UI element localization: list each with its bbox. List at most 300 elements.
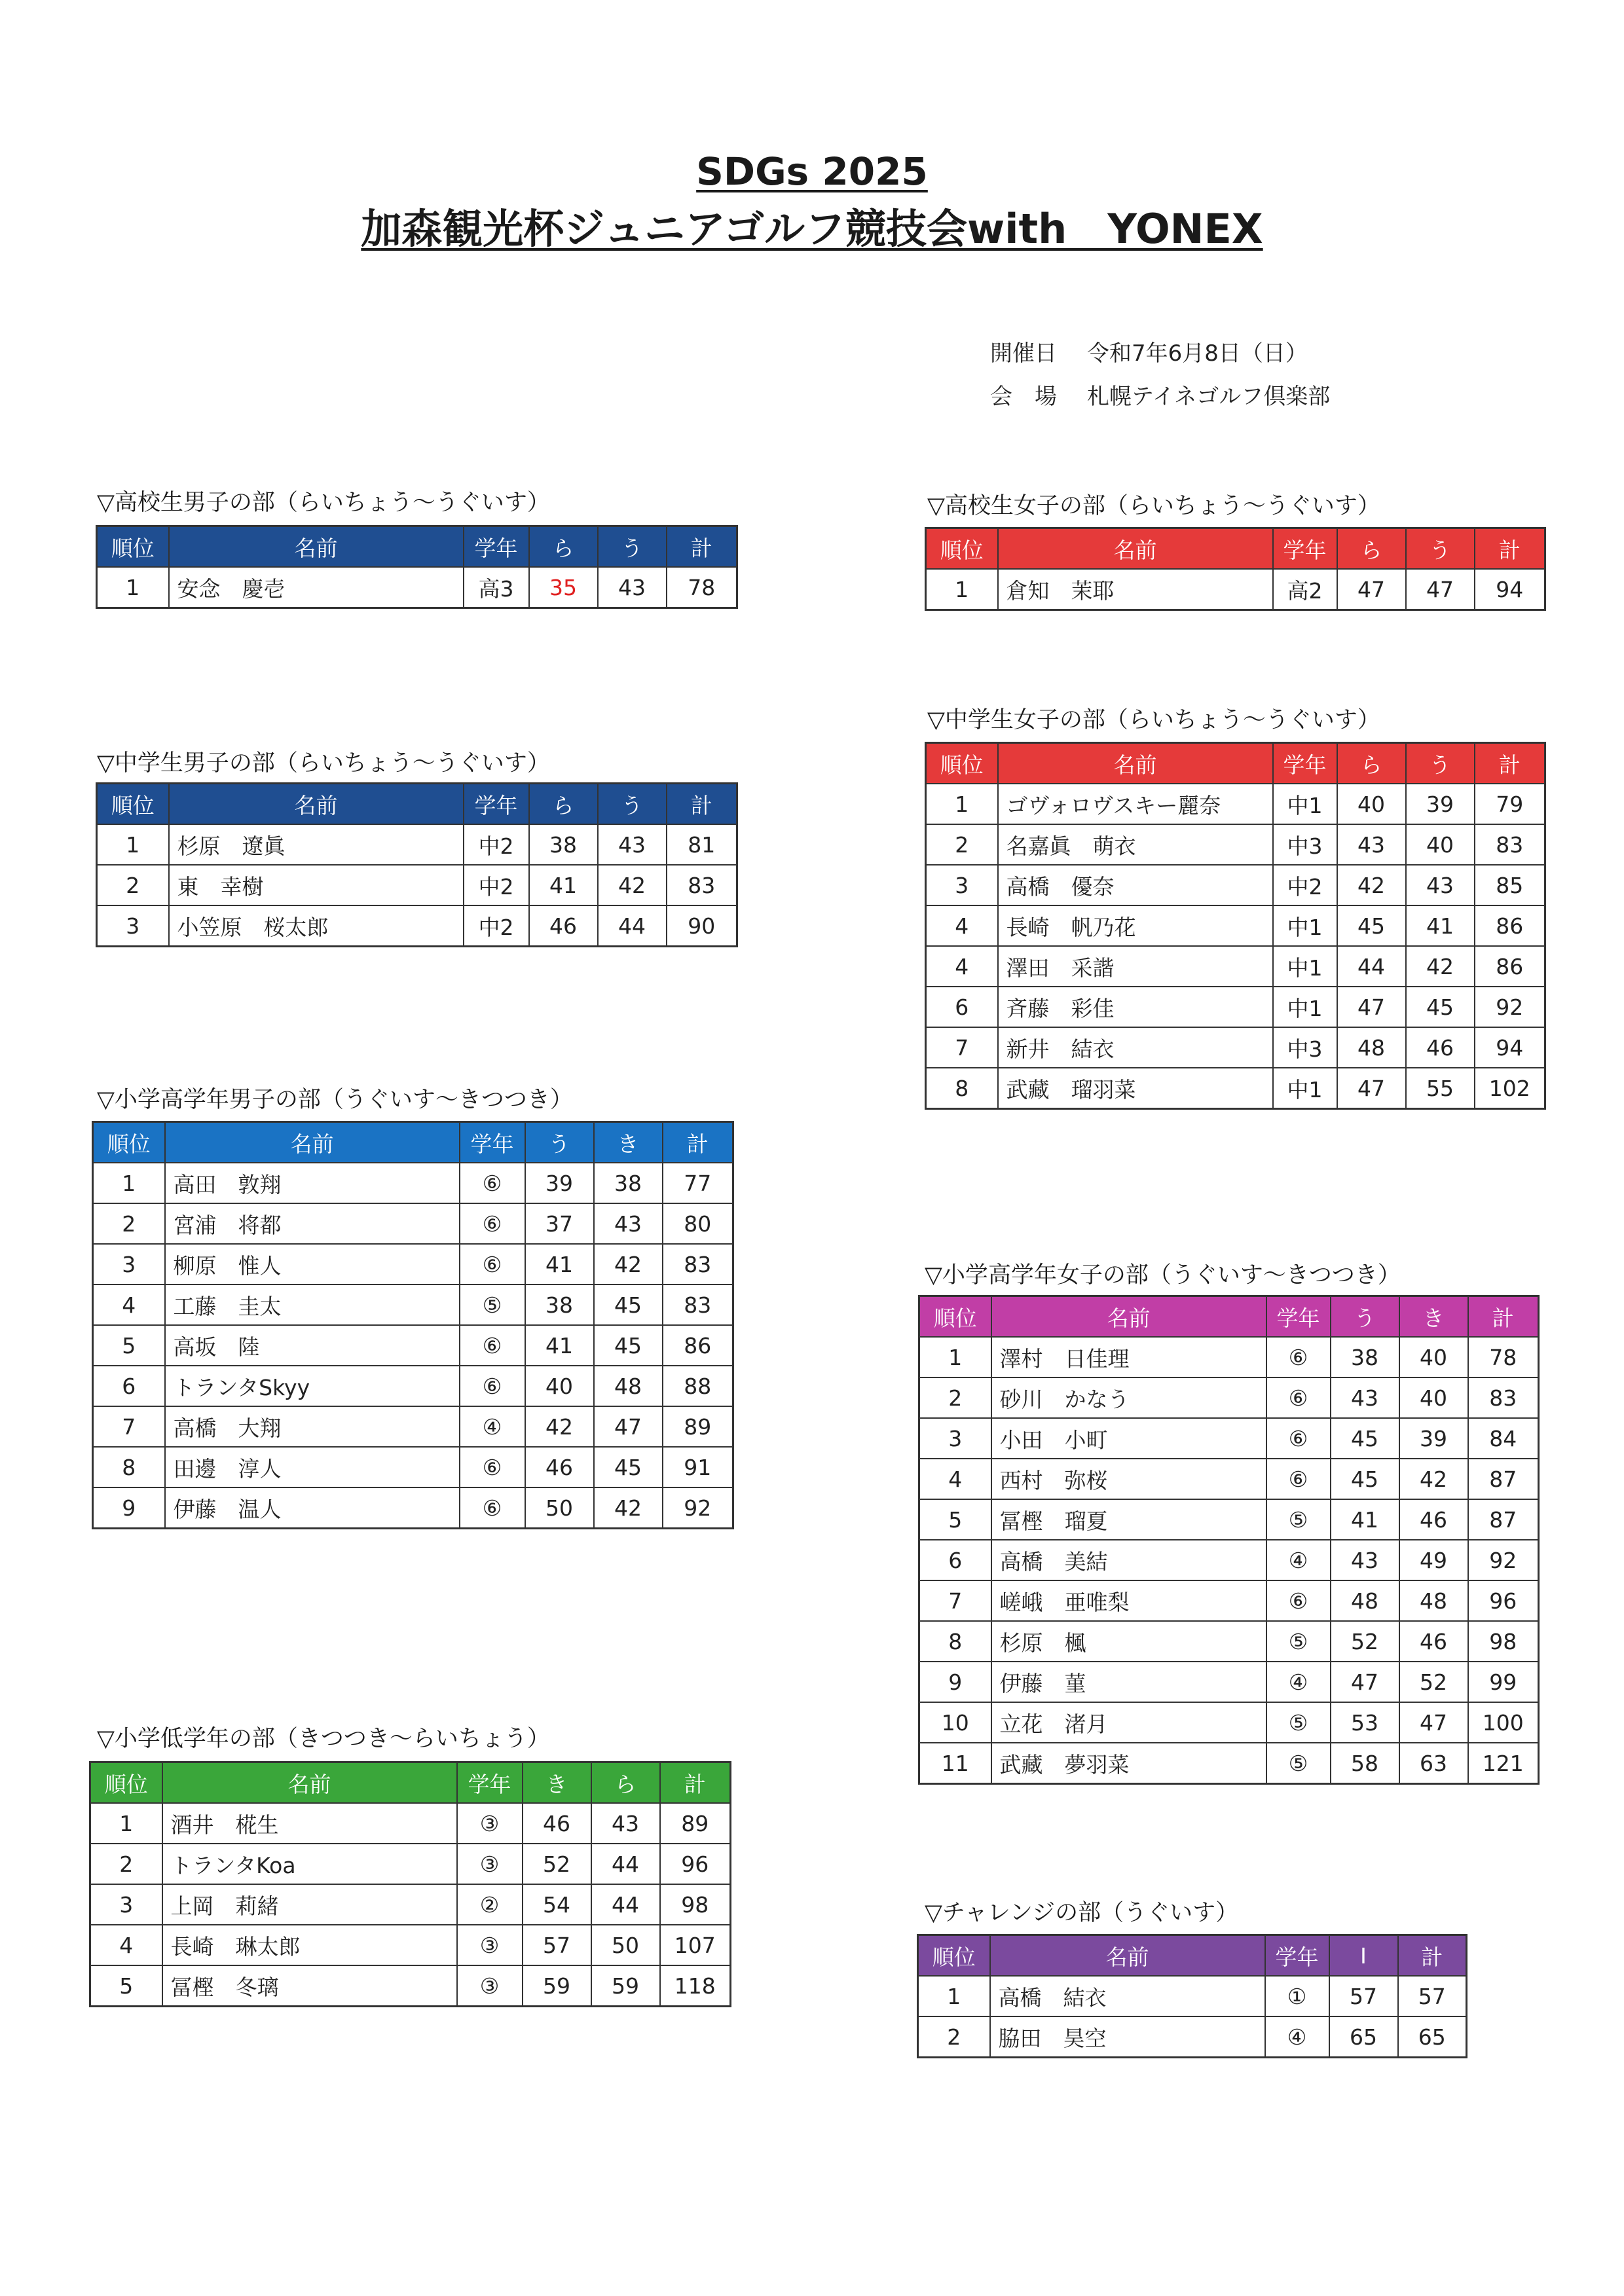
table-cell: 41 — [525, 1325, 594, 1366]
table-cell: 44 — [1337, 946, 1406, 987]
table-cell: 43 — [1331, 1540, 1399, 1580]
results-table-es-upper-boys — [92, 1121, 734, 1529]
column-header: 名前 — [169, 526, 464, 568]
table-row — [93, 1366, 733, 1406]
column-header: 順位 — [926, 528, 998, 570]
table-cell: 92 — [1475, 987, 1545, 1027]
player-name: 伊藤 菫 — [991, 1662, 1266, 1702]
table-cell: 52 — [1331, 1621, 1399, 1662]
player-name: 東 幸樹 — [169, 865, 464, 905]
table-cell: 59 — [591, 1965, 660, 2007]
table-cell: 57 — [1398, 1976, 1467, 2016]
table-cell: 4 — [926, 905, 998, 946]
table-row — [93, 1163, 733, 1203]
table-cell: 6 — [926, 987, 998, 1027]
table-cell: 高2 — [1273, 569, 1337, 610]
table-cell: 46 — [529, 905, 598, 947]
table-cell: 87 — [1468, 1459, 1539, 1499]
table-cell: 83 — [663, 1285, 733, 1325]
table-cell: 8 — [926, 1068, 998, 1109]
table-cell: 38 — [1331, 1337, 1399, 1377]
table-cell: 45 — [594, 1447, 663, 1487]
table-cell: 6 — [93, 1366, 165, 1406]
table-cell: ④ — [460, 1406, 525, 1447]
table-cell: 10 — [919, 1702, 991, 1743]
table-cell: 40 — [1406, 824, 1475, 865]
player-name: 倉知 茉耶 — [998, 569, 1273, 610]
table-cell: 42 — [594, 1244, 663, 1285]
table-cell: ⑤ — [1266, 1621, 1331, 1662]
table-cell: ⑤ — [1266, 1743, 1331, 1784]
table-cell: 57 — [1329, 1976, 1398, 2016]
table-cell: 39 — [525, 1163, 594, 1203]
table-cell: ③ — [457, 1844, 523, 1884]
column-header: 計 — [1468, 1296, 1539, 1338]
column-header: 名前 — [998, 743, 1273, 784]
column-header: 順位 — [919, 1296, 991, 1338]
table-cell: 38 — [594, 1163, 663, 1203]
table-cell: 47 — [1337, 1068, 1406, 1109]
table-cell: 37 — [525, 1203, 594, 1244]
player-name: 上岡 莉緒 — [162, 1884, 457, 1925]
table-cell: 9 — [919, 1662, 991, 1702]
table-cell: 41 — [1331, 1499, 1399, 1540]
table-cell: 1 — [926, 569, 998, 610]
table-row — [93, 1447, 733, 1487]
table-cell: 44 — [591, 1884, 660, 1925]
table-cell: 50 — [591, 1925, 660, 1965]
column-header: き — [594, 1122, 663, 1163]
table-row — [926, 905, 1545, 946]
table-cell: 42 — [1337, 865, 1406, 905]
table-cell: 4 — [919, 1459, 991, 1499]
table-cell: ⑥ — [460, 1203, 525, 1244]
table-cell: 47 — [1399, 1702, 1468, 1743]
player-name: 武藏 夢羽菜 — [991, 1743, 1266, 1784]
table-cell: 44 — [591, 1844, 660, 1884]
section-title-es-upper-girls: ▽小学高学年女子の部（うぐいす～きつつき） — [925, 1262, 1401, 1288]
column-header: き — [1399, 1296, 1468, 1338]
table-cell: 中1 — [1273, 946, 1337, 987]
table-cell: ⑥ — [1266, 1459, 1331, 1499]
table-cell: ③ — [457, 1803, 523, 1844]
document-title-line2: 加森観光杯ジュニアゴルフ競技会with YONEX — [361, 205, 1263, 253]
player-name: 高橋 大翔 — [165, 1406, 460, 1447]
table-cell: 43 — [598, 824, 667, 865]
column-header: う — [598, 526, 667, 568]
column-header: 学年 — [457, 1762, 523, 1804]
column-header: ら — [1337, 528, 1406, 570]
player-name: 冨樫 瑠夏 — [991, 1499, 1266, 1540]
section-title-jhs-girls: ▽中学生女子の部（らいちょう～うぐいす） — [927, 707, 1380, 733]
table-cell: 48 — [594, 1366, 663, 1406]
table-cell: 42 — [1399, 1459, 1468, 1499]
table-row — [919, 1418, 1539, 1459]
column-header: 順位 — [90, 1762, 162, 1804]
column-header: 名前 — [990, 1935, 1265, 1977]
table-cell: 40 — [525, 1366, 594, 1406]
player-name: 高田 敦翔 — [165, 1163, 460, 1203]
table-cell: 中2 — [464, 905, 529, 947]
table-row — [919, 1580, 1539, 1621]
table-cell: 118 — [660, 1965, 731, 2007]
section-title-challenge: ▽チャレンジの部（うぐいす） — [925, 1900, 1239, 1926]
table-cell: ⑥ — [460, 1366, 525, 1406]
table-cell: 4 — [90, 1925, 162, 1965]
table-cell: ⑥ — [1266, 1337, 1331, 1377]
player-name: 田邊 淳人 — [165, 1447, 460, 1487]
table-cell: 83 — [1475, 824, 1545, 865]
table-cell: ⑥ — [1266, 1580, 1331, 1621]
table-cell: 中1 — [1273, 1068, 1337, 1109]
table-cell: 中1 — [1273, 987, 1337, 1027]
table-cell: ③ — [457, 1965, 523, 2007]
column-header: 計 — [1475, 528, 1545, 570]
player-name: 杉原 遼眞 — [169, 824, 464, 865]
column-header: 学年 — [460, 1122, 525, 1163]
table-row — [93, 1244, 733, 1285]
table-cell: 86 — [663, 1325, 733, 1366]
date-label: 開催日 — [990, 340, 1057, 367]
table-cell: 41 — [1406, 905, 1475, 946]
column-header: 学年 — [1273, 528, 1337, 570]
table-cell: 40 — [1337, 784, 1406, 824]
column-header: ら — [591, 1762, 660, 1804]
table-cell: 91 — [663, 1447, 733, 1487]
table-row — [919, 1499, 1539, 1540]
table-cell: 43 — [1337, 824, 1406, 865]
table-cell: 52 — [1399, 1662, 1468, 1702]
player-name: 長崎 帆乃花 — [998, 905, 1273, 946]
table-cell: 63 — [1399, 1743, 1468, 1784]
table-row — [926, 1027, 1545, 1068]
table-cell: ⑥ — [460, 1325, 525, 1366]
table-cell: 35 — [529, 567, 598, 608]
player-name: 澤村 日佳理 — [991, 1337, 1266, 1377]
table-cell: 3 — [90, 1884, 162, 1925]
column-header: 計 — [667, 526, 737, 568]
table-cell: 6 — [919, 1540, 991, 1580]
player-name: 柳原 惟人 — [165, 1244, 460, 1285]
table-cell: 47 — [1331, 1662, 1399, 1702]
table-cell: 中1 — [1273, 784, 1337, 824]
column-header: う — [525, 1122, 594, 1163]
table-row — [93, 1285, 733, 1325]
table-cell: 84 — [1468, 1418, 1539, 1459]
player-name: 杉原 楓 — [991, 1621, 1266, 1662]
table-cell: 47 — [594, 1406, 663, 1447]
table-cell: 80 — [663, 1203, 733, 1244]
column-header: 学年 — [1273, 743, 1337, 784]
table-cell: ⑥ — [460, 1447, 525, 1487]
table-cell: 1 — [919, 1337, 991, 1377]
table-row — [926, 1068, 1545, 1109]
table-cell: 77 — [663, 1163, 733, 1203]
column-header: 名前 — [991, 1296, 1266, 1338]
column-header: 名前 — [169, 784, 464, 825]
table-cell: 38 — [525, 1285, 594, 1325]
table-cell: 83 — [667, 865, 737, 905]
table-cell: 47 — [1337, 987, 1406, 1027]
table-cell: 78 — [1468, 1337, 1539, 1377]
column-header: き — [523, 1762, 591, 1804]
table-cell: 107 — [660, 1925, 731, 1965]
table-cell: 1 — [97, 824, 169, 865]
table-cell: 2 — [919, 1377, 991, 1418]
column-header: 計 — [667, 784, 737, 825]
table-cell: 7 — [926, 1027, 998, 1068]
venue-value: 札幌テイネゴルフ倶楽部 — [1087, 384, 1331, 410]
column-header: 計 — [663, 1122, 733, 1163]
table-cell: 2 — [926, 824, 998, 865]
column-header: 順位 — [918, 1935, 990, 1977]
table-cell: ④ — [1266, 1540, 1331, 1580]
table-row — [90, 1844, 731, 1884]
table-cell: 40 — [1399, 1377, 1468, 1418]
table-cell: 41 — [529, 865, 598, 905]
table-cell: 50 — [525, 1487, 594, 1529]
table-cell: 中1 — [1273, 905, 1337, 946]
table-cell: 8 — [919, 1621, 991, 1662]
table-cell: 45 — [1331, 1459, 1399, 1499]
table-cell: 121 — [1468, 1743, 1539, 1784]
table-cell: 3 — [926, 865, 998, 905]
results-table-challenge — [917, 1934, 1467, 2058]
results-table-es-upper-girls — [918, 1295, 1540, 1785]
player-name: 長崎 琳太郎 — [162, 1925, 457, 1965]
table-cell: ⑤ — [460, 1285, 525, 1325]
column-header: 順位 — [97, 526, 169, 568]
table-cell: 5 — [90, 1965, 162, 2007]
table-row — [90, 1884, 731, 1925]
table-row — [93, 1325, 733, 1366]
table-cell: 85 — [1475, 865, 1545, 905]
column-header: 順位 — [926, 743, 998, 784]
column-header: ら — [1337, 743, 1406, 784]
section-title-jhs-boys: ▽中学生男子の部（らいちょう～うぐいす） — [97, 750, 550, 776]
section-title-es-upper-boys: ▽小学高学年男子の部（うぐいす～きつつき） — [97, 1087, 573, 1113]
player-name: トランタKoa — [162, 1844, 457, 1884]
column-header: う — [598, 784, 667, 825]
column-header: 学年 — [464, 526, 529, 568]
table-cell: 4 — [926, 946, 998, 987]
table-cell: 8 — [93, 1447, 165, 1487]
table-cell: 46 — [525, 1447, 594, 1487]
table-cell: 43 — [591, 1803, 660, 1844]
table-cell: 90 — [667, 905, 737, 947]
table-row — [919, 1743, 1539, 1784]
column-header: 順位 — [93, 1122, 165, 1163]
section-title-hs-girls: ▽高校生女子の部（らいちょう～うぐいす） — [927, 493, 1380, 519]
table-cell: 47 — [1337, 569, 1406, 610]
table-row — [97, 824, 737, 865]
column-header: ら — [529, 784, 598, 825]
table-row — [93, 1203, 733, 1244]
table-cell: 11 — [919, 1743, 991, 1784]
table-row — [93, 1406, 733, 1447]
column-header: 学年 — [1265, 1935, 1329, 1977]
document-title-line1: SDGs 2025 — [696, 149, 928, 194]
table-cell: 46 — [523, 1803, 591, 1844]
table-cell: 48 — [1331, 1580, 1399, 1621]
table-row — [926, 946, 1545, 987]
player-name: 高橋 優奈 — [998, 865, 1273, 905]
table-cell: 57 — [523, 1925, 591, 1965]
table-cell: 102 — [1475, 1068, 1545, 1109]
player-name: 酒井 椛生 — [162, 1803, 457, 1844]
table-cell: 86 — [1475, 946, 1545, 987]
table-cell: 45 — [1337, 905, 1406, 946]
table-cell: ⑥ — [1266, 1418, 1331, 1459]
table-cell: 98 — [1468, 1621, 1539, 1662]
table-cell: 中2 — [464, 865, 529, 905]
table-cell: 47 — [1406, 569, 1475, 610]
player-name: 宮浦 将都 — [165, 1203, 460, 1244]
table-cell: 2 — [97, 865, 169, 905]
column-header: 計 — [1475, 743, 1545, 784]
table-cell: 88 — [663, 1366, 733, 1406]
player-name: トランタSkyy — [165, 1366, 460, 1406]
table-cell: 48 — [1399, 1580, 1468, 1621]
table-cell: 42 — [1406, 946, 1475, 987]
table-cell: 中2 — [464, 824, 529, 865]
table-cell: ⑥ — [460, 1163, 525, 1203]
table-cell: 65 — [1398, 2016, 1467, 2058]
table-cell: 3 — [93, 1244, 165, 1285]
player-name: 砂川 かなう — [991, 1377, 1266, 1418]
table-cell: 45 — [1331, 1418, 1399, 1459]
section-title-es-lower: ▽小学低学年の部（きつつき～らいちょう） — [97, 1726, 550, 1752]
results-table-jhs-girls — [925, 742, 1546, 1110]
table-cell: 96 — [1468, 1580, 1539, 1621]
table-cell: 45 — [1406, 987, 1475, 1027]
table-row — [97, 865, 737, 905]
table-cell: 42 — [598, 865, 667, 905]
player-name: 斉藤 彩佳 — [998, 987, 1273, 1027]
table-cell: 1 — [918, 1976, 990, 2016]
table-cell: 54 — [523, 1884, 591, 1925]
table-cell: 7 — [93, 1406, 165, 1447]
table-cell: 96 — [660, 1844, 731, 1884]
table-row — [919, 1337, 1539, 1377]
table-row — [926, 987, 1545, 1027]
table-row — [919, 1621, 1539, 1662]
table-cell: ④ — [1265, 2016, 1329, 2058]
table-row — [919, 1540, 1539, 1580]
player-name: 高橋 結衣 — [990, 1976, 1265, 2016]
table-row — [919, 1459, 1539, 1499]
table-row — [918, 2016, 1467, 2058]
table-row — [90, 1925, 731, 1965]
player-name: 工藤 圭太 — [165, 1285, 460, 1325]
player-name: 嵯峨 亜唯梨 — [991, 1580, 1266, 1621]
table-cell: 52 — [523, 1844, 591, 1884]
table-cell: 高3 — [464, 567, 529, 608]
table-cell: 87 — [1468, 1499, 1539, 1540]
table-cell: 3 — [97, 905, 169, 947]
column-header: Ⅰ — [1329, 1935, 1398, 1977]
table-cell: 55 — [1406, 1068, 1475, 1109]
table-cell: 1 — [90, 1803, 162, 1844]
table-cell: 45 — [594, 1325, 663, 1366]
player-name: 小笠原 桜太郎 — [169, 905, 464, 947]
table-cell: 92 — [1468, 1540, 1539, 1580]
table-cell: 79 — [1475, 784, 1545, 824]
table-cell: 94 — [1475, 569, 1545, 610]
table-row — [926, 865, 1545, 905]
player-name: 小田 小町 — [991, 1418, 1266, 1459]
table-cell: 4 — [93, 1285, 165, 1325]
column-header: う — [1406, 743, 1475, 784]
column-header: 名前 — [162, 1762, 457, 1804]
player-name: 武藏 瑠羽菜 — [998, 1068, 1273, 1109]
table-row — [926, 784, 1545, 824]
column-header: 計 — [1398, 1935, 1467, 1977]
date-value: 令和7年6月8日（日） — [1087, 340, 1308, 367]
table-cell: ⑥ — [460, 1244, 525, 1285]
player-name: 伊藤 温人 — [165, 1487, 460, 1529]
table-cell: 43 — [1406, 865, 1475, 905]
player-name: 新井 結衣 — [998, 1027, 1273, 1068]
table-cell: 99 — [1468, 1662, 1539, 1702]
table-cell: 1 — [97, 567, 169, 608]
player-name: 澤田 采諧 — [998, 946, 1273, 987]
table-cell: 2 — [93, 1203, 165, 1244]
table-row — [90, 1965, 731, 2007]
table-cell: ② — [457, 1884, 523, 1925]
column-header: 学年 — [464, 784, 529, 825]
table-row — [90, 1803, 731, 1844]
table-cell: 43 — [598, 567, 667, 608]
table-cell: 42 — [594, 1487, 663, 1529]
table-cell: 46 — [1406, 1027, 1475, 1068]
column-header: 順位 — [97, 784, 169, 825]
table-cell: ③ — [457, 1925, 523, 1965]
column-header: 名前 — [165, 1122, 460, 1163]
table-cell: 46 — [1399, 1621, 1468, 1662]
column-header: う — [1331, 1296, 1399, 1338]
table-cell: 5 — [919, 1499, 991, 1540]
player-name: 立花 渚月 — [991, 1702, 1266, 1743]
table-cell: 59 — [523, 1965, 591, 2007]
player-name: 脇田 昊空 — [990, 2016, 1265, 2058]
table-row — [919, 1377, 1539, 1418]
table-cell: 78 — [667, 567, 737, 608]
table-cell: 41 — [525, 1244, 594, 1285]
table-cell: 65 — [1329, 2016, 1398, 2058]
player-name: 高坂 陸 — [165, 1325, 460, 1366]
table-row — [926, 824, 1545, 865]
table-cell: 89 — [660, 1803, 731, 1844]
table-cell: 7 — [919, 1580, 991, 1621]
table-row — [919, 1702, 1539, 1743]
table-cell: 39 — [1399, 1418, 1468, 1459]
table-cell: ⑤ — [1266, 1702, 1331, 1743]
table-cell: 9 — [93, 1487, 165, 1529]
table-cell: 100 — [1468, 1702, 1539, 1743]
player-name: 名嘉眞 萌衣 — [998, 824, 1273, 865]
table-cell: ⑥ — [1266, 1377, 1331, 1418]
table-cell: 86 — [1475, 905, 1545, 946]
column-header: 名前 — [998, 528, 1273, 570]
table-cell: 46 — [1399, 1499, 1468, 1540]
table-cell: 53 — [1331, 1702, 1399, 1743]
player-name: 冨樫 冬璃 — [162, 1965, 457, 2007]
table-row — [919, 1662, 1539, 1702]
table-cell: 49 — [1399, 1540, 1468, 1580]
results-table-es-lower — [89, 1761, 731, 2007]
column-header: ら — [529, 526, 598, 568]
